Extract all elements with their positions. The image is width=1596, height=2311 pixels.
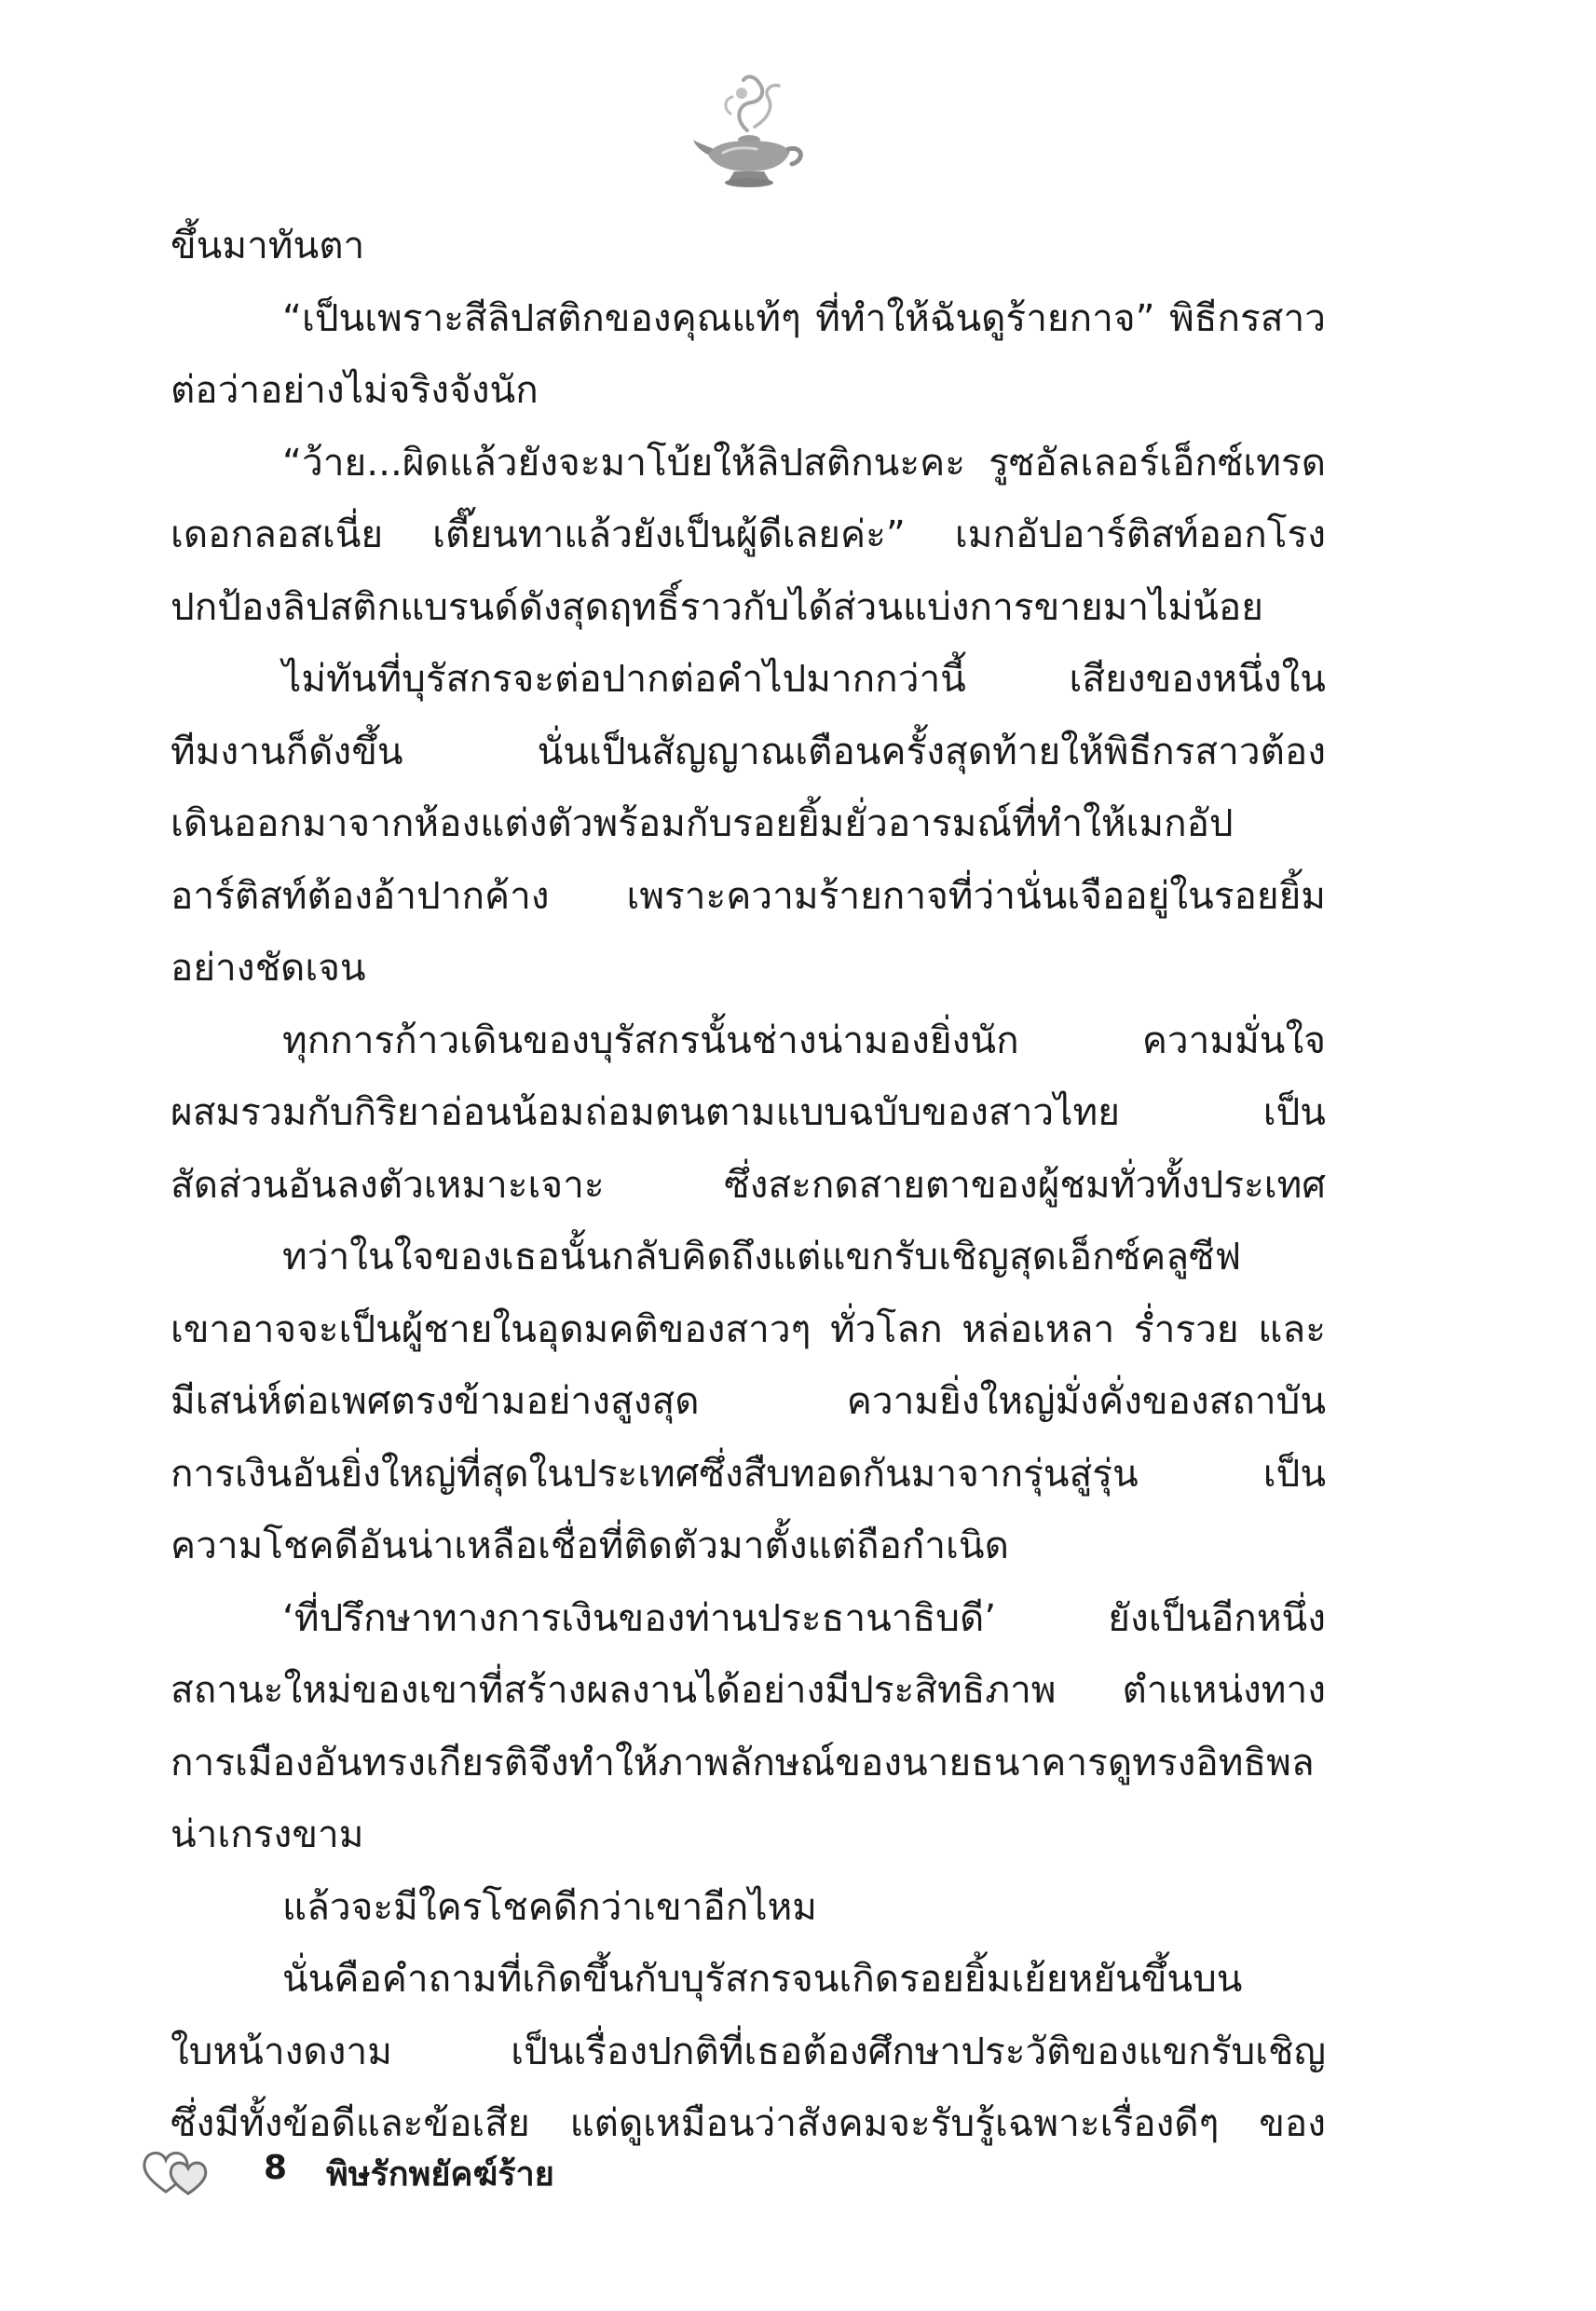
text-line: “เป็นเพราะสีลิปสติกของคุณแท้ๆ ที่ทำให้ฉันดูร้ายกาจ” พิธีกรสาว xyxy=(282,294,1326,340)
book-title: พิษรักพยัคฆ์ร้าย xyxy=(326,2155,554,2194)
text-line: ต่อว่าอย่างไม่จริงจังนัก xyxy=(171,367,539,412)
text-line: ไม่ทันที่บุรัสกรจะต่อปากต่อคำไปมากกว่านี้ เสียงของหนึ่งใน xyxy=(282,656,1326,701)
text-line: ทุกการก้าวเดินของบุรัสกรนั้นช่างน่ามองยิ่งนัก ความมั่นใจ xyxy=(282,1017,1326,1062)
text-line: น่าเกรงขาม xyxy=(171,1812,364,1856)
text-line: ขึ้นมาทันตา xyxy=(171,223,365,267)
text-line: อาร์ติสท์ต้องอ้าปากค้าง เพราะความร้ายกาจที่ว่านั่นเจืออยู่ในรอยยิ้ม xyxy=(171,872,1326,918)
text-line: การเมืองอันทรงเกียรติจึงทำให้ภาพลักษณ์ของนายธนาคารดูทรงอิทธิพล xyxy=(171,1739,1315,1785)
text-line: ‘ที่ปรึกษาทางการเงินของท่านประธานาธิบดี’ ยังเป็นอีกหนึ่ง xyxy=(282,1594,1326,1640)
text-line: เขาอาจจะเป็นผู้ชายในอุดมคติของสาวๆ ทั่วโลก หล่อเหลา ร่ำรวย และ xyxy=(171,1306,1326,1351)
text-line: ปกป้องลิปสติกแบรนด์ดังสุดฤทธิ์ราวกับได้ส่วนแบ่งการขายมาไม่น้อย xyxy=(171,583,1263,629)
text-line: การเงินอันยิ่งใหญ่ที่สุดในประเทศซึ่งสืบทอดกันมาจากรุ่นสู่รุ่น เป็น xyxy=(171,1450,1326,1496)
text-line: ซึ่งมีทั้งข้อดีและข้อเสีย แต่ดูเหมือนว่าสังคมจะรับรู้เฉพาะเรื่องดีๆ ของ xyxy=(171,2100,1326,2145)
text-line: มีเสน่ห์ต่อเพศตรงข้ามอย่างสูงสุด ความยิ่งใหญ่มั่งคั่งของสถาบัน xyxy=(171,1378,1326,1423)
text-line: สถานะใหม่ของเขาที่สร้างผลงานได้อย่างมีประสิทธิภาพ ตำแหน่งทาง xyxy=(171,1667,1326,1712)
text-line: ผสมรวมกับกิริยาอ่อนน้อมถ่อมตนตามแบบฉบับของสาวไทย เป็น xyxy=(171,1089,1326,1134)
genie-lamp-icon xyxy=(689,65,811,196)
text-line: สัดส่วนอันลงตัวเหมาะเจาะ ซึ่งสะกดสายตาของผู้ชมทั่วทั้งประเทศ xyxy=(171,1161,1326,1207)
text-line: ความโชคดีอันน่าเหลือเชื่อที่ติดตัวมาตั้งแต่ถือกำเนิด xyxy=(171,1523,1009,1567)
hearts-icon xyxy=(140,2143,219,2199)
text-line: อย่างชัดเจน xyxy=(171,945,366,990)
text-line: แล้วจะมีใครโชคดีกว่าเขาอีกไหม xyxy=(282,1883,817,1929)
text-line: นั่นคือคำถามที่เกิดขึ้นกับบุรัสกรจนเกิดรอยยิ้มเย้ยหยันขึ้นบน xyxy=(282,1956,1243,2001)
text-line: เดินออกมาจากห้องแต่งตัวพร้อมกับรอยยิ้มยั่วอารมณ์ที่ทำให้เมกอัป xyxy=(171,800,1234,845)
chapter-text xyxy=(171,210,1326,2160)
text-line: เดอกลอสเนี่ย เตี๊ยนทาแล้วยังเป็นผู้ดีเลยค่ะ” เมกอัปอาร์ติสท์ออกโรง xyxy=(171,512,1326,556)
text-line: ทีมงานก็ดังขึ้น นั่นเป็นสัญญาณเตือนครั้งสุดท้ายให้พิธีกรสาวต้อง xyxy=(171,728,1326,773)
text-line: “ว้าย...ผิดแล้วยังจะมาโบ้ยให้ลิปสติกนะคะ รูซอัลเลอร์เอ็กซ์เทรด xyxy=(282,439,1326,485)
text-line: ทว่าในใจของเธอนั้นกลับคิดถึงแต่แขกรับเชิญสุดเอ็กซ์คลูซีฟ xyxy=(282,1234,1242,1279)
text-line: ใบหน้างดงาม เป็นเรื่องปกติที่เธอต้องศึกษาประวัติของแขกรับเชิญ xyxy=(171,2028,1326,2073)
page-footer xyxy=(140,2143,792,2208)
page-number: 8 xyxy=(264,2149,288,2187)
